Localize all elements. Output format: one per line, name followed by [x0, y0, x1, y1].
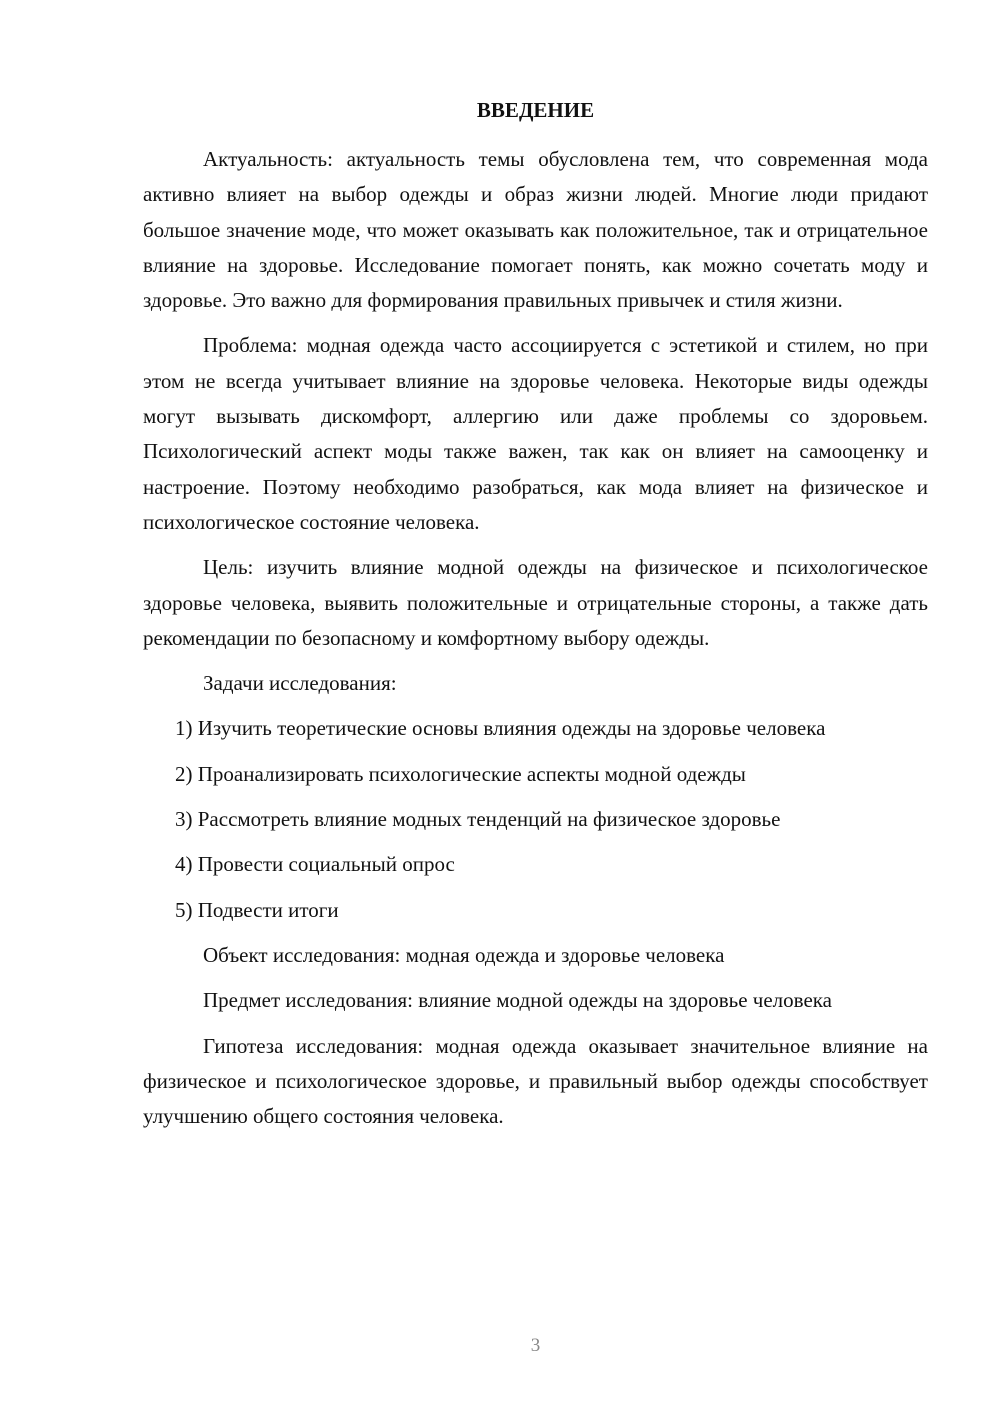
paragraph-subject: Предмет исследования: влияние модной одежды на здоровье человека [203, 988, 832, 1013]
paragraph-problem: Проблема: модная одежда часто ассоциируется с эстетикой и стилем, но при этом не всегда учитывает влияние на здоровье человека. Некоторые виды одежды могут вызывать дискомфорт, аллергию или даже проблемы со здоровьем. Психологический аспект моды также важен, так как он влияет на самооценку и настроение. Поэтому необходимо разобраться, как мода влияет на физическое и психологическое состояние человека. [143, 333, 928, 534]
paragraph-relevance: Актуальность: актуальность темы обусловлена тем, что современная мода активно влияет на выбор одежды и образ жизни людей. Многие люди придают большое значение моде, что может оказывать как положительное, так и отрицательное влияние на здоровье. Исследование помогает понять, как можно сочетать моду и здоровье. Это важно для формирования правильных привычек и стиля жизни. [143, 147, 928, 313]
paragraph-object: Объект исследования: модная одежда и здоровье человека [203, 942, 725, 967]
paragraph-goal: Цель: изучить влияние модной одежды на физическое и психологическое здоровье человека, выявить положительные и отрицательные стороны, а также дать рекомендации по безопасному и комфортному выбору одежды. [143, 555, 928, 650]
document-page [143, 0, 928, 1414]
document-body [143, 142, 928, 1144]
paragraph-tasks-heading: Задачи исследования: [203, 671, 397, 696]
task-item-4: 4) Провести социальный опрос [175, 852, 455, 877]
task-item-2: 2) Проанализировать психологические аспекты модной одежды [175, 761, 746, 786]
task-item-5: 5) Подвести итоги [175, 897, 339, 922]
page-title: ВВЕДЕНИЕ [476, 98, 595, 122]
paragraph-hypothesis: Гипотеза исследования: модная одежда оказывает значительное влияние на физическое и психологическое здоровье, и правильный выбор одежды способствует улучшению общего состояния человека. [143, 1033, 928, 1129]
task-item-1: 1) Изучить теоретические основы влияния одежды на здоровье человека [175, 716, 826, 741]
task-item-3: 3) Рассмотреть влияние модных тенденций на физическое здоровье [175, 807, 781, 832]
page-number: 3 [530, 1335, 541, 1356]
